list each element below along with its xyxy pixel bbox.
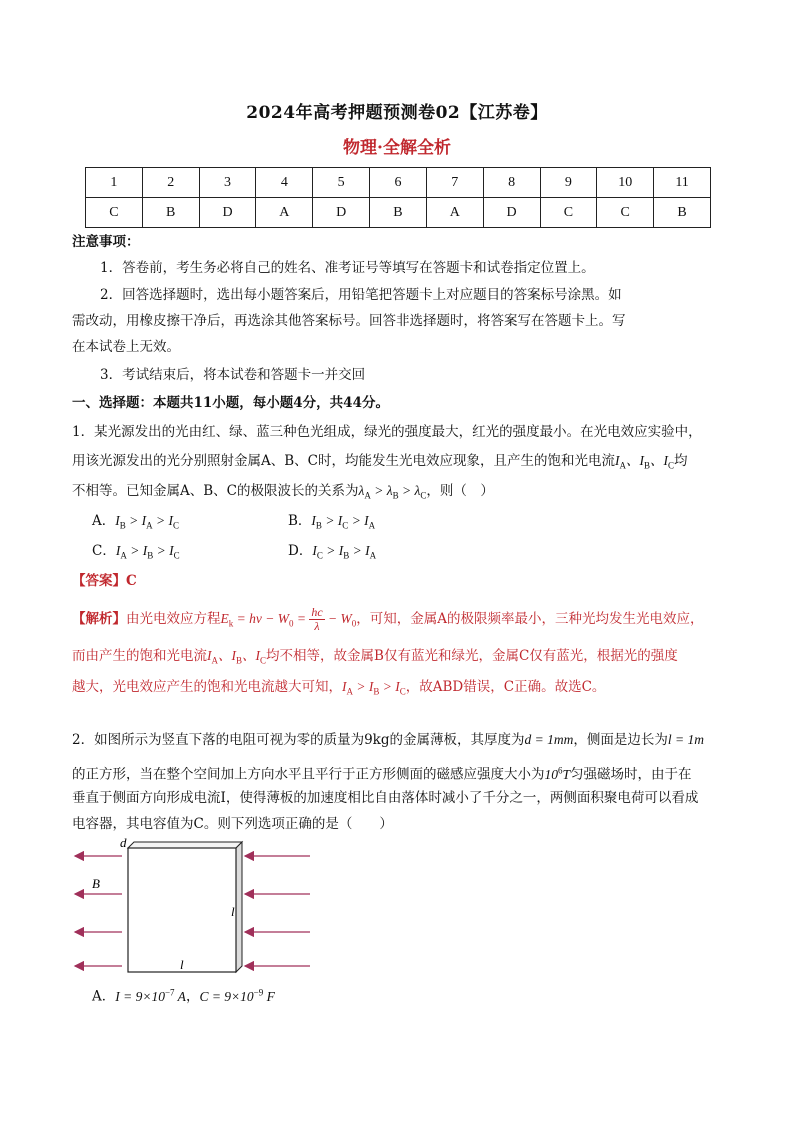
plate-side-edge (236, 842, 242, 972)
q2-line-1 (72, 730, 704, 750)
formula: d = 1mm (524, 732, 574, 747)
formula: $I_A > I_B > I_C$ (342, 679, 406, 697)
analysis-label: 【解析】 (72, 611, 126, 627)
label-l-bottom: l (180, 957, 184, 972)
analysis-text: 均不相等，故金属B仅有蓝光和绿光，金属C仅有蓝光，根据光的强度 (266, 648, 678, 664)
table-cell: B (370, 198, 427, 228)
formula: $I_A$、$I_B$、$I_C$ (207, 648, 267, 666)
table-cell: D (313, 198, 370, 228)
q1-line-2 (72, 451, 688, 476)
formula: $10^6T$ (544, 765, 571, 782)
option-label: A． (92, 513, 116, 529)
formula: $I_A$、$I_B$、$I_C$ (615, 453, 675, 471)
q1-option-c (92, 541, 180, 566)
table-cell: 9 (540, 168, 597, 198)
answer-value: C (126, 573, 137, 589)
q1-option-d (288, 541, 376, 566)
formula: l = 1m (667, 732, 704, 747)
notice-heading: 注意事项： (72, 234, 140, 250)
option-label: A． (92, 988, 116, 1005)
analysis-text: 越大，光电效应产生的饱和光电流越大可知， (72, 679, 342, 695)
q2-text: 的正方形，当在整个空间加上方向水平且平行于正方形侧面的磁感应强度大小为 (72, 766, 545, 783)
q1-option-a (92, 511, 179, 536)
formula: $I = 9\times 10^{-7}$ A (115, 987, 186, 1004)
label-d: d (120, 838, 127, 850)
table-cell: D (483, 198, 540, 228)
table-cell: 2 (142, 168, 199, 198)
q2-text: 匀强磁场时，由于在 (570, 766, 692, 783)
q2-option-a: A．$I = 9\times 10^{-7}$ A，$C = 9\times 10^{-9}$ F (92, 987, 275, 1005)
table-cell: A (256, 198, 313, 228)
notice-item-2-line-3: 在本试卷上无效。 (72, 339, 180, 355)
table-cell: B (142, 198, 199, 228)
plate-face (128, 848, 236, 972)
formula: $I_B > I_A > I_C$ (115, 513, 179, 531)
table-cell: 10 (597, 168, 654, 198)
analysis-text: ，故ABD错误，C正确。故选C。 (405, 679, 606, 695)
answer-table (85, 167, 711, 228)
table-cell: C (86, 198, 143, 228)
table-cell: A (426, 198, 483, 228)
table-cell: D (199, 198, 256, 228)
answer-label: 【答案】 (72, 573, 126, 589)
q2-line-2 (72, 760, 692, 785)
section-heading: 一、选择题：本题共11小题，每小题4分，共44分。 (72, 395, 389, 411)
formula: $I_C > I_B > I_A$ (312, 543, 377, 561)
q2-line-4: 电容器，其电容值为C。则下列选项正确的是（ ） (72, 816, 393, 832)
answer-table-answers-row (86, 198, 711, 228)
label-l-side: l (231, 904, 235, 919)
page-subtitle: 物理·全解全析 (343, 138, 451, 158)
q1-option-b (288, 511, 375, 536)
q1-analysis-line-3 (72, 677, 605, 702)
page-title: 2024年高考押题预测卷02【江苏卷】 (246, 103, 548, 123)
table-cell: B (654, 198, 711, 228)
table-cell: C (597, 198, 654, 228)
formula: $I_A > I_B > I_C$ (115, 543, 180, 561)
q1-line-3-tail: ，则（ ） (426, 483, 494, 499)
plate-top-edge (128, 842, 242, 848)
table-cell: 5 (313, 168, 370, 198)
table-cell: C (540, 198, 597, 228)
notice-item-2-line-2: 需改动，用橡皮擦干净后，再选涂其他答案标号。回答非选择题时，将答案写在答题卡上。写 (72, 313, 626, 329)
formula: $\lambda_A > \lambda_B > \lambda_C$ (358, 483, 427, 501)
q1-line-2-tail: 均 (674, 453, 688, 469)
q1-line-3-text: 不相等。已知金属A、B、C的极限波长的关系为 (72, 483, 359, 499)
q1-analysis-line-1 (72, 605, 704, 633)
table-cell: 7 (426, 168, 483, 198)
analysis-text: 由光电效应方程 (126, 611, 221, 627)
q2-text: 2．如图所示为竖直下落的电阻可视为零的质量为9kg的金属薄板，其厚度为 (72, 732, 525, 748)
table-cell: 4 (256, 168, 313, 198)
table-cell: 8 (483, 168, 540, 198)
table-cell: 1 (86, 168, 143, 198)
q1-line-2-text: 用该光源发出的光分别照射金属A、B、C时，均能发生光电效应现象，且产生的饱和光电流 (72, 453, 615, 469)
q2-line-3: 垂直于侧面方向形成电流I，使得薄板的加速度相比自由落体时减小了千分之一，两侧面积聚电荷可以看成 (72, 790, 699, 806)
metal-plate-figure (72, 838, 312, 980)
option-label: D． (288, 543, 313, 559)
q2-text: ，侧面是边长为 (573, 732, 668, 748)
q1-analysis-line-2 (72, 646, 678, 671)
formula: $E_k = h\nu - W_0$ = $\frac{hc}{\lambda}$ − $W_0$ (220, 605, 357, 634)
answer-table-numbers-row (86, 168, 711, 198)
q1-line-1: 1．某光源发出的光由红、绿、蓝三种色光组成，绿光的强度最大，红光的强度最小。在光电效应实验中， (72, 424, 702, 440)
analysis-text: 而由产生的饱和光电流 (72, 648, 207, 664)
analysis-text: ，可知，金属A的极限频率最小，三种光均发生光电效应， (356, 611, 704, 627)
option-label: C． (92, 543, 116, 559)
formula: $C = 9\times 10^{-9}$ F (199, 987, 275, 1004)
q1-answer (72, 571, 137, 591)
label-B: B (92, 876, 100, 891)
option-label: B． (288, 513, 312, 529)
table-cell: 11 (654, 168, 711, 198)
notice-item-2-line-1: 2．回答选择题时，选出每小题答案后，用铅笔把答题卡上对应题目的答案标号涂黑。如 (100, 287, 622, 303)
q1-line-3 (72, 481, 494, 506)
table-cell: 3 (199, 168, 256, 198)
formula: $I_B > I_C > I_A$ (311, 513, 376, 531)
notice-item-1: 1．答卷前，考生务必将自己的姓名、准考证号等填写在答题卡和试卷指定位置上。 (100, 260, 595, 276)
notice-item-3: 3．考试结束后，将本试卷和答题卡一并交回 (100, 367, 366, 383)
table-cell: 6 (370, 168, 427, 198)
